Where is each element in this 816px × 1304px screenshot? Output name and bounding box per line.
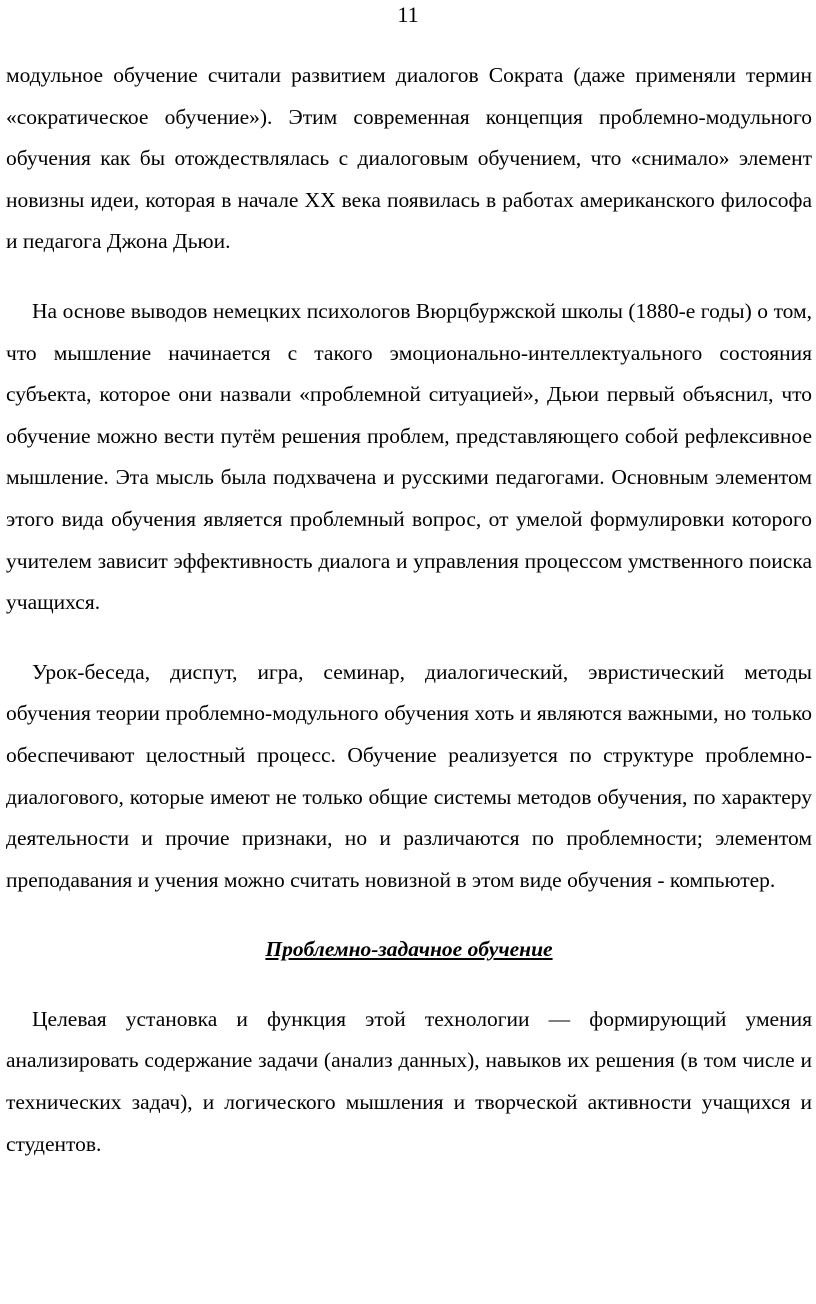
- section-heading: Проблемно-задачное обучение: [265, 937, 553, 962]
- paragraph-3: Урок-беседа, диспут, игра, семинар, диалогический, эвристический методы обучения теории проблемно-модульного обучения хоть и являются важными, но только обеспечивают целостный процесс. Обучение реализуется по структуре проблемно-диалогового, которые имеют не только общие системы методов обучения, по характеру деятельности и прочие признаки, но и различаются по проблемности; элементом преподавания и учения можно считать новизной в этом виде обучения - компьютер.: [6, 659, 812, 892]
- paragraph-4: Целевая установка и функция этой технологии — формирующий умения анализировать содержание задачи (анализ данных), навыков их решения (в том числе и технических задач), и логического мышления и творческой активности учащихся и студентов.: [6, 1006, 812, 1156]
- paragraph-spacer: [6, 971, 812, 999]
- paragraph-2: На основе выводов немецких психологов Вюрцбуржской школы (1880-е годы) о том, что мышление начинается с такого эмоционально-интеллектуального состояния субъекта, которое они назвали «проблемной ситуацией», Дьюи первый объяснил, что обучение можно вести путём решения проблем, представляющего собой рефлексивное мышление. Эта мысль была подхвачена и русскими педагогами. Основным элементом этого вида обучения является проблемный вопрос, от умелой формулировки которого учителем зависит эффективность диалога и управления процессом умственного поиска учащихся.: [6, 298, 812, 615]
- paragraph-spacer: [6, 263, 812, 291]
- paragraph-spacer: [6, 624, 812, 652]
- paragraph-1: модульное обучение считали развитием диалогов Сократа (даже применяли термин «сократическое обучение»). Этим современная концепция проблемно-модульного обучения как бы отождествлялась с диалоговым обучением, что «снимало» элемент новизны идеи, которая в начале XX века появилась в работах американского философа и педагога Джона Дьюи.: [6, 63, 812, 254]
- page-body: [6, 55, 812, 1165]
- page-number: 11: [397, 2, 419, 27]
- paragraph-spacer: [6, 901, 812, 929]
